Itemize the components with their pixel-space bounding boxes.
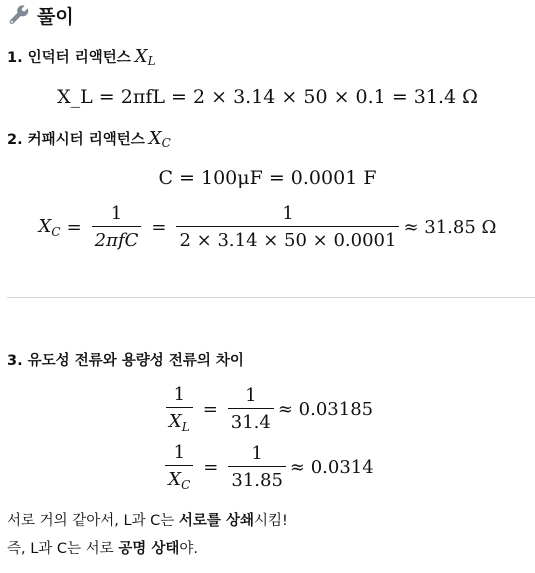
inverse-xc-result: ≈ 0.0314 — [289, 456, 374, 478]
capacitive-reactance-equation: $X_C$ = $\frac{1}{\text{2πfC}}$ = $\frac{1}{2 \times 3.14 \times 50 \times 0.0001}$ ≈ 31.85 Ω — [38, 203, 497, 251]
section-divider — [7, 297, 535, 298]
fraction-1-over-xl: $\frac{1}{X_L}$ — [166, 384, 193, 434]
solution-title — [7, 2, 74, 28]
fraction-1-over-31-4: $\frac{1}{31.4}$ — [228, 385, 274, 433]
fraction-1-over-31-85: $\frac{1}{31.85}$ — [228, 443, 286, 491]
title-text: 풀이 — [37, 5, 74, 28]
fraction-1-over-xc: $\frac{1}{X_C}$ — [165, 442, 193, 492]
inverse-xl-equation: $\frac{1}{X_L}$ = $\frac{1}{31.4}$ ≈ 0.03185 — [0, 384, 535, 434]
section2-heading — [7, 128, 171, 150]
xc-result: ≈ 31.85 Ω — [403, 216, 497, 238]
fraction-1-over-product: $\frac{1}{2 \times 3.14 \times 50 \times 0.0001}$ — [176, 203, 399, 251]
section1-heading — [7, 46, 156, 68]
inverse-xc-equation: $\frac{1}{X_C}$ = $\frac{1}{31.85}$ ≈ 0.0314 — [0, 442, 535, 492]
section1-heading-var: $X_L$ — [134, 46, 156, 68]
fraction-1-over-2pifc: $\frac{1}{\text{2πfC}}$ — [92, 203, 142, 251]
section2-heading-text: 2. 커패시터 리액턴스 — [7, 132, 145, 148]
section1-heading-text: 1. 인덕터 리액턴스 — [7, 50, 131, 66]
inverse-xl-result: ≈ 0.03185 — [277, 398, 374, 420]
conclusion-line-2: 즉, L과 C는 서로 공명 상태야. — [7, 541, 198, 557]
capacitance-equation: C = 100μF = 0.0001 F — [158, 167, 377, 189]
section3-heading: 3. 유도성 전류와 용량성 전류의 차이 — [7, 353, 244, 369]
section2-heading-var: $X_C$ — [148, 128, 171, 150]
conclusion-line-1: 서로 거의 같아서, L과 C는 서로를 상쇄시킴! — [7, 513, 288, 529]
wrench-icon — [7, 3, 31, 27]
section1-equation: X_L = 2πfL = 2 × 3.14 × 50 × 0.1 = 31.4 Ω — [57, 86, 478, 108]
xc-lhs: $X_C$ — [38, 215, 61, 239]
